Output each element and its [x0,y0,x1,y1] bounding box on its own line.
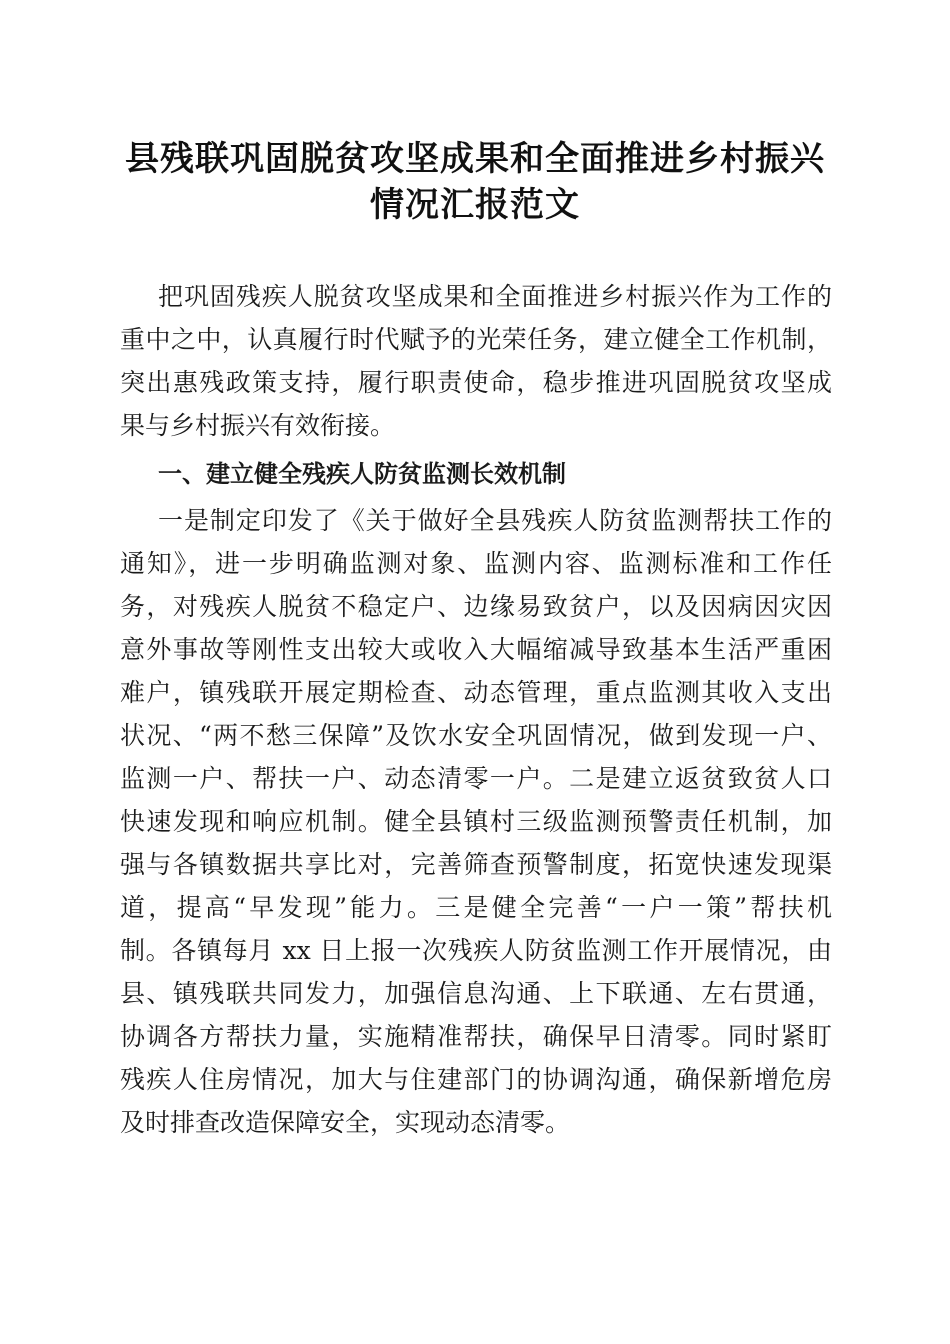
intro-line-3: 突出惠残政策支持，履行职责使命，稳步推进巩固脱贫攻坚成 [120,368,832,397]
section-1-line-7: 监测一户、帮扶一户、动态清零一户。二是建立返贫致贫人口 [120,764,832,793]
section-1-line-12: 县、镇残联共同发力，加强信息沟通、上下联通、左右贯通， [120,979,832,1008]
document-title-line-1: 县残联巩固脱贫攻坚成果和全面推进乡村振兴 [125,139,825,179]
intro-line-2: 重中之中，认真履行时代赋予的光荣任务，建立健全工作机制， [120,325,832,354]
section-1-line-8: 快速发现和响应机制。健全县镇村三级监测预警责任机制，加 [120,807,832,836]
section-1-heading: 一、建立健全残疾人防贫监测长效机制 [158,460,566,488]
section-1-line-5: 难户，镇残联开展定期检查、动态管理，重点监测其收入支出 [120,678,832,707]
intro-line-1: 把巩固残疾人脱贫攻坚成果和全面推进乡村振兴作为工作的 [158,282,832,311]
document-title-line-2: 情况汇报范文 [370,185,580,225]
section-1-line-15: 及时排查改造保障安全，实现动态清零。 [120,1108,571,1137]
section-1-line-9: 强与各镇数据共享比对，完善筛查预警制度，拓宽快速发现渠 [120,850,832,879]
section-1-line-6: 状况、“两不愁三保障”及饮水安全巩固情况，做到发现一户、 [120,721,832,750]
section-1-line-10: 道，提高“早发现”能力。三是健全完善“一户一策”帮扶机 [120,893,832,922]
intro-line-4: 果与乡村振兴有效衔接。 [120,411,396,440]
section-1-line-3: 务，对残疾人脱贫不稳定户、边缘易致贫户，以及因病因灾因 [120,592,832,621]
section-1-line-2: 通知》，进一步明确监测对象、监测内容、监测标准和工作任 [120,549,832,578]
section-1-line-11: 制。各镇每月 xx 日上报一次残疾人防贫监测工作开展情况，由 [120,936,832,965]
section-1-line-4: 意外事故等刚性支出较大或收入大幅缩减导致基本生活严重困 [120,635,832,664]
section-1-line-14: 残疾人住房情况，加大与住建部门的协调沟通，确保新增危房 [120,1065,832,1094]
section-1-line-13: 协调各方帮扶力量，实施精准帮扶，确保早日清零。同时紧盯 [120,1022,832,1051]
section-1-line-1: 一是制定印发了《关于做好全县残疾人防贫监测帮扶工作的 [158,506,832,535]
